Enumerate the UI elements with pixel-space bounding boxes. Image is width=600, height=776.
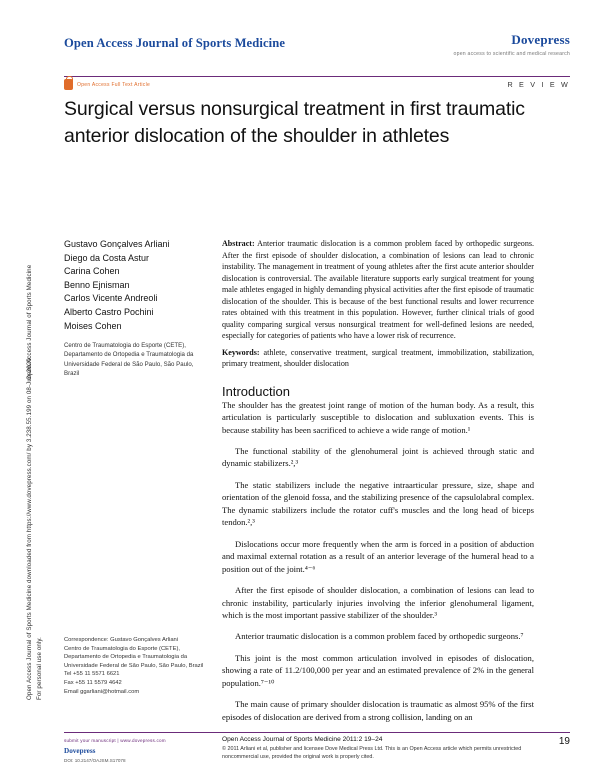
body-paragraph: The functional stability of the glenohumeral joint is achieved through static and dynamic stabilizers.²,³	[222, 445, 534, 469]
footer-divider	[64, 732, 570, 733]
keywords-block	[222, 347, 534, 370]
body-paragraph: This joint is the most common articulation involved in episodes of dislocation, showing a rate of 11.2/100,000 per year and an estimated prevalence of 2% in the general population.⁷⁻¹⁰	[222, 652, 534, 688]
body-paragraph: The main cause of primary shoulder dislocation is traumatic as almost 95% of the first episodes of dislocation are derived from a strong collision, landing on an	[222, 698, 534, 722]
correspondence-name: Correspondence: Gustavo Gonçalves Arliani	[64, 637, 179, 643]
sidebar-download-line: Open Access Journal of Sports Medicine downloaded from https://www.dovepress.com/ by 3.238.55.199 on 08-Jun-2020	[26, 358, 33, 700]
sidebar-personal-use-line: For personal use only.	[36, 637, 43, 700]
author-list	[64, 238, 209, 378]
body-paragraph: Anterior traumatic dislocation is a common problem faced by orthopedic surgeons.⁷	[235, 631, 524, 642]
page-header	[64, 30, 570, 77]
publisher-logo	[454, 32, 570, 57]
correspondence-block	[64, 636, 209, 696]
footer-citation: Open Access Journal of Sports Medicine 2011:2 19–24	[222, 736, 383, 743]
correspondence-address: Centro de Traumatologia do Esporte (CETE), Departamento de Ortopedia e Traumatologia da Universidade Federal de São Paulo, São Paulo, Brazil	[64, 645, 204, 669]
submit-manuscript-link[interactable]: submit your manuscript | www.dovepress.com	[64, 738, 166, 743]
section-heading-introduction: Introduction	[222, 383, 290, 399]
author-name: Diego da Costa Astur	[64, 252, 150, 263]
author-name: Benno Ejnisman	[64, 279, 130, 290]
body-paragraph: Dislocations occur more frequently when the arm is forced in a position of abduction and maximal external rotation as a result of an anterior leverage of the humeral head to a position out of the joint.⁴⁻⁶	[222, 538, 534, 574]
open-access-badge	[64, 79, 150, 90]
publisher-tagline: open access to scientific and medical research	[453, 51, 570, 57]
correspondence-tel: Tel +55 11 5571 6621	[64, 671, 120, 678]
sidebar-vertical-metadata	[0, 0, 58, 776]
body-paragraph: The shoulder has the greatest joint range of motion of the human body. As a result, this articulation is particularly susceptible to dislocation and subluxation events. This is because stability has been sacrificed to achieve a wide range of motion.¹	[222, 399, 534, 435]
footer-publisher-name: Dovepress	[64, 747, 96, 755]
unlock-icon	[64, 79, 73, 90]
article-type-label: R E V I E W	[507, 80, 570, 89]
abstract-text: Anterior traumatic dislocation is a common problem faced by orthopedic surgeons. After the first episode of shoulder dislocation, a combination of lesions can lead to chronic instability. The management in treatment of young athletes after the first acute anterior shoulder dislocation is controversial. The available literature supports early surgical treatment for young male athletes engaged in highly demanding physical activities after the first episode of traumatic dislocation of the shoulder. This is because of the best functional results and lower recurrence rates obtained with this treatment in this population. However, further clinical trials of good quality comparing surgical versus nonsurgical treatment for well-defined lesions are needed, especially for categories of patients who have a lower risk of recurrence.	[222, 239, 534, 340]
author-affiliation: Centro de Traumatologia do Esporte (CETE), Departamento de Ortopedia e Traumatologia da Universidade Federal de São Paulo, São Paulo, Brazil	[64, 342, 194, 377]
body-paragraph: The static stabilizers include the negative intraarticular pressure, size, shape and orientation of the glenoid fossa, and the stabilizing presence of the capsulolabral complex. The dynamic stabilizers include the rotator cuff's muscles and the long head of biceps tendon.²,³	[222, 479, 534, 528]
footer-doi[interactable]: DOI: 10.2147/OAJSM.S17078	[64, 758, 126, 763]
page-number: 19	[558, 736, 570, 747]
keywords-label: Keywords:	[222, 347, 260, 357]
abstract-label: Abstract:	[222, 239, 255, 248]
publisher-name: Dovepress	[511, 32, 570, 47]
journal-title: Open Access Journal of Sports Medicine	[64, 36, 286, 50]
correspondence-fax: Fax +55 11 5579 4642	[64, 679, 122, 686]
author-name: Alberto Castro Pochini	[64, 306, 154, 317]
sidebar-journal-line: Open Access Journal of Sports Medicine	[26, 264, 33, 380]
author-name: Carlos Vicente Andreoli	[64, 293, 158, 304]
footer-license: © 2011 Arliani et al, publisher and licensee Dove Medical Press Ltd. This is an Open Access article which permits unrestricted noncommercial use, provided the original work is properly cited.	[222, 746, 522, 760]
footer-left	[64, 738, 204, 763]
abstract-block	[222, 238, 534, 342]
open-access-label: Open Access Full Text Article	[77, 81, 151, 88]
footer-right	[222, 736, 534, 761]
author-name: Gustavo Gonçalves Arliani	[64, 239, 170, 249]
keywords-text: athlete, conservative treatment, surgical treatment, immobilization, stabilization, primary treatment, shoulder dislocation	[222, 347, 534, 368]
body-paragraph: After the first episode of shoulder dislocation, a combination of lesions can lead to chronic instability, particularly injuries involving the inferior glenohumeral ligament, which is the most important passive stabilizer of the shoulder.³	[222, 585, 534, 621]
author-name: Carina Cohen	[64, 266, 120, 277]
main-column	[222, 238, 534, 732]
correspondence-email[interactable]: Email ggarliani@hotmail.com	[64, 688, 140, 695]
page-title: Surgical versus nonsurgical treatment in first traumatic anterior dislocation of the shoulder in athletes	[64, 98, 525, 147]
author-name: Moises Cohen	[64, 320, 122, 331]
